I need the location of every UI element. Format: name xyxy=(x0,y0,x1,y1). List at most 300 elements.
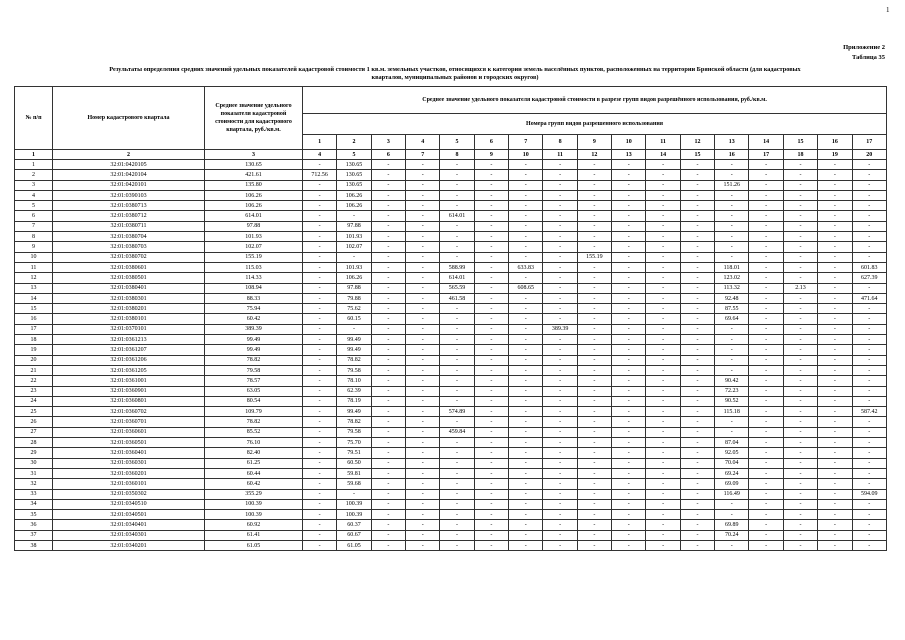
value-cell: - xyxy=(783,201,817,211)
value-cell: - xyxy=(680,314,714,324)
value-cell: - xyxy=(474,499,508,509)
value-cell: - xyxy=(509,314,543,324)
value-cell: - xyxy=(509,160,543,170)
value-cell: 78.82 xyxy=(337,417,371,427)
value-cell: - xyxy=(543,427,577,437)
value-cell: - xyxy=(612,355,646,365)
value-cell: - xyxy=(818,489,852,499)
value-cell: - xyxy=(612,365,646,375)
value-cell: - xyxy=(852,211,887,221)
value-cell: - xyxy=(715,540,749,550)
value-cell: 60.42 xyxy=(205,314,303,324)
column-number-header: 3 xyxy=(205,150,303,160)
value-cell: - xyxy=(612,386,646,396)
value-cell: - xyxy=(509,211,543,221)
value-cell: - xyxy=(783,211,817,221)
appendix-line: Приложение 2 xyxy=(843,44,885,51)
group-number-header: 16 xyxy=(818,135,852,150)
column-number-header: 20 xyxy=(852,150,887,160)
row-number-cell: 22 xyxy=(15,376,53,386)
value-cell: 87.55 xyxy=(715,304,749,314)
value-cell: - xyxy=(543,273,577,283)
value-cell: - xyxy=(852,324,887,334)
value-cell: - xyxy=(783,273,817,283)
value-cell: - xyxy=(646,458,680,468)
value-cell: 76.10 xyxy=(205,438,303,448)
value-cell: 130.65 xyxy=(205,160,303,170)
value-cell: 99.49 xyxy=(337,407,371,417)
value-cell: - xyxy=(371,468,405,478)
value-cell: - xyxy=(749,468,783,478)
value-cell: - xyxy=(646,448,680,458)
value-cell: 61.25 xyxy=(205,458,303,468)
value-cell: - xyxy=(783,376,817,386)
value-cell: 60.44 xyxy=(205,468,303,478)
value-cell: - xyxy=(440,201,474,211)
value-cell: - xyxy=(577,221,611,231)
group-number-header: 3 xyxy=(371,135,405,150)
value-cell: - xyxy=(783,232,817,242)
value-cell: - xyxy=(543,160,577,170)
value-cell: - xyxy=(406,520,440,530)
value-cell: - xyxy=(474,427,508,437)
row-number-cell: 31 xyxy=(15,468,53,478)
value-cell: - xyxy=(783,170,817,180)
value-cell: - xyxy=(680,232,714,242)
quarter-number-cell: 32:01:0380201 xyxy=(53,304,205,314)
value-cell: - xyxy=(474,211,508,221)
value-cell: - xyxy=(440,242,474,252)
group-number-header: 1 xyxy=(303,135,337,150)
value-cell: - xyxy=(852,365,887,375)
value-cell: - xyxy=(543,407,577,417)
value-cell: - xyxy=(646,201,680,211)
value-cell: - xyxy=(783,293,817,303)
value-cell: - xyxy=(783,530,817,540)
value-cell: 633.83 xyxy=(509,262,543,272)
value-cell: - xyxy=(646,304,680,314)
value-cell: - xyxy=(371,345,405,355)
value-cell: 80.54 xyxy=(205,396,303,406)
value-cell: - xyxy=(852,190,887,200)
value-cell: - xyxy=(818,190,852,200)
value-cell: - xyxy=(303,417,337,427)
value-cell: - xyxy=(646,211,680,221)
row-number-cell: 26 xyxy=(15,417,53,427)
value-cell: 459.84 xyxy=(440,427,474,437)
value-cell: - xyxy=(852,304,887,314)
value-cell: - xyxy=(612,345,646,355)
value-cell: - xyxy=(406,448,440,458)
value-cell: - xyxy=(749,386,783,396)
value-cell: - xyxy=(818,386,852,396)
row-number-cell: 16 xyxy=(15,314,53,324)
quarter-number-cell: 32:01:0380702 xyxy=(53,252,205,262)
value-cell: 75.94 xyxy=(205,304,303,314)
value-cell: - xyxy=(680,242,714,252)
value-cell: - xyxy=(406,252,440,262)
value-cell: - xyxy=(646,180,680,190)
value-cell: - xyxy=(543,438,577,448)
quarter-number-cell: 32:01:0361001 xyxy=(53,376,205,386)
row-number-cell: 6 xyxy=(15,211,53,221)
value-cell: - xyxy=(474,386,508,396)
row-number-cell: 23 xyxy=(15,386,53,396)
value-cell: - xyxy=(612,530,646,540)
value-cell: 614.01 xyxy=(205,211,303,221)
value-cell: - xyxy=(474,324,508,334)
table-number: Таблица 35 xyxy=(851,54,885,61)
value-cell: - xyxy=(474,304,508,314)
value-cell: - xyxy=(646,273,680,283)
value-cell: - xyxy=(612,170,646,180)
value-cell: - xyxy=(509,417,543,427)
value-cell: - xyxy=(852,468,887,478)
value-cell: - xyxy=(715,160,749,170)
value-cell: - xyxy=(303,304,337,314)
value-cell: - xyxy=(406,221,440,231)
value-cell: - xyxy=(440,170,474,180)
value-cell: - xyxy=(783,540,817,550)
quarter-number-cell: 32:01:0360901 xyxy=(53,386,205,396)
value-cell: - xyxy=(680,427,714,437)
value-cell: - xyxy=(852,438,887,448)
value-cell: - xyxy=(612,190,646,200)
row-number-cell: 7 xyxy=(15,221,53,231)
page-number: 1 xyxy=(886,6,890,14)
value-cell: - xyxy=(303,324,337,334)
row-number-cell: 21 xyxy=(15,365,53,375)
value-cell: - xyxy=(715,324,749,334)
group-number-header: 6 xyxy=(474,135,508,150)
value-cell: - xyxy=(406,407,440,417)
value-cell: - xyxy=(406,438,440,448)
value-cell: 106.26 xyxy=(205,201,303,211)
value-cell: - xyxy=(783,396,817,406)
value-cell: - xyxy=(509,427,543,437)
value-cell: - xyxy=(406,417,440,427)
value-cell: - xyxy=(303,520,337,530)
value-cell: - xyxy=(818,510,852,520)
value-cell: - xyxy=(509,273,543,283)
value-cell: - xyxy=(474,190,508,200)
value-cell: - xyxy=(440,304,474,314)
value-cell: - xyxy=(783,499,817,509)
value-cell: 2.13 xyxy=(783,283,817,293)
value-cell: - xyxy=(612,201,646,211)
value-cell: - xyxy=(406,540,440,550)
value-cell: - xyxy=(680,252,714,262)
value-cell: - xyxy=(577,458,611,468)
value-cell: - xyxy=(852,458,887,468)
value-cell: 101.93 xyxy=(337,262,371,272)
quarter-number-cell: 32:01:0361205 xyxy=(53,365,205,375)
value-cell: - xyxy=(303,468,337,478)
value-cell: - xyxy=(509,293,543,303)
value-cell: - xyxy=(509,510,543,520)
value-cell: 123.02 xyxy=(715,273,749,283)
row-number-cell: 29 xyxy=(15,448,53,458)
value-cell: - xyxy=(783,510,817,520)
value-cell: - xyxy=(303,448,337,458)
row-number-cell: 15 xyxy=(15,304,53,314)
table-row xyxy=(15,386,887,396)
value-cell: - xyxy=(406,468,440,478)
value-cell: - xyxy=(612,160,646,170)
quarter-number-cell: 32:01:0380601 xyxy=(53,262,205,272)
value-cell: - xyxy=(783,438,817,448)
value-cell: 78.10 xyxy=(337,376,371,386)
value-cell: - xyxy=(783,304,817,314)
value-cell: - xyxy=(543,190,577,200)
row-number-cell: 5 xyxy=(15,201,53,211)
value-cell: - xyxy=(509,396,543,406)
value-cell: - xyxy=(749,345,783,355)
value-cell: - xyxy=(406,345,440,355)
value-cell: 79.58 xyxy=(337,365,371,375)
value-cell: - xyxy=(474,170,508,180)
value-cell: - xyxy=(715,427,749,437)
value-cell: - xyxy=(646,510,680,520)
value-cell: - xyxy=(474,345,508,355)
value-cell: - xyxy=(303,211,337,221)
row-number-cell: 25 xyxy=(15,407,53,417)
value-cell: - xyxy=(646,355,680,365)
value-cell: - xyxy=(749,262,783,272)
value-cell: - xyxy=(612,221,646,231)
value-cell: 461.58 xyxy=(440,293,474,303)
value-cell: 115.18 xyxy=(715,407,749,417)
value-cell: - xyxy=(612,540,646,550)
quarter-number-cell: 32:01:0360501 xyxy=(53,438,205,448)
value-cell: - xyxy=(406,201,440,211)
value-cell: - xyxy=(577,170,611,180)
value-cell: - xyxy=(303,252,337,262)
value-cell: - xyxy=(852,530,887,540)
value-cell: 82.40 xyxy=(205,448,303,458)
value-cell: - xyxy=(509,190,543,200)
value-cell: - xyxy=(783,262,817,272)
value-cell: - xyxy=(612,489,646,499)
value-cell: 59.81 xyxy=(337,468,371,478)
value-cell: - xyxy=(543,345,577,355)
value-cell: - xyxy=(783,386,817,396)
group-number-header: 9 xyxy=(577,135,611,150)
value-cell: - xyxy=(852,510,887,520)
value-cell: 106.26 xyxy=(337,273,371,283)
value-cell: - xyxy=(474,489,508,499)
row-number-cell: 34 xyxy=(15,499,53,509)
value-cell: 90.42 xyxy=(715,376,749,386)
value-cell: - xyxy=(543,242,577,252)
value-cell: - xyxy=(680,262,714,272)
group-number-header: 17 xyxy=(852,135,887,150)
row-number-cell: 2 xyxy=(15,170,53,180)
value-cell: - xyxy=(406,293,440,303)
value-cell: - xyxy=(646,283,680,293)
value-cell: - xyxy=(371,448,405,458)
value-cell: - xyxy=(406,314,440,324)
table-row xyxy=(15,314,887,324)
value-cell: - xyxy=(852,335,887,345)
value-cell: 90.52 xyxy=(715,396,749,406)
value-cell: - xyxy=(749,314,783,324)
value-cell: - xyxy=(509,489,543,499)
table-row xyxy=(15,201,887,211)
value-cell: - xyxy=(818,407,852,417)
value-cell: 108.94 xyxy=(205,283,303,293)
value-cell: - xyxy=(680,335,714,345)
quarter-number-cell: 32:01:0380301 xyxy=(53,293,205,303)
table-row xyxy=(15,324,887,334)
value-cell: - xyxy=(406,211,440,221)
row-number-cell: 12 xyxy=(15,273,53,283)
value-cell: - xyxy=(715,417,749,427)
value-cell: - xyxy=(852,283,887,293)
value-cell: - xyxy=(612,180,646,190)
value-cell: - xyxy=(612,283,646,293)
value-cell: 118.01 xyxy=(715,262,749,272)
value-cell: - xyxy=(818,499,852,509)
row-number-cell: 14 xyxy=(15,293,53,303)
value-cell: 61.05 xyxy=(205,540,303,550)
value-cell: - xyxy=(509,479,543,489)
value-cell: - xyxy=(543,314,577,324)
value-cell: - xyxy=(715,355,749,365)
value-cell: - xyxy=(303,396,337,406)
value-cell: - xyxy=(577,499,611,509)
value-cell: - xyxy=(852,242,887,252)
value-cell: - xyxy=(680,499,714,509)
value-cell: - xyxy=(680,468,714,478)
value-cell: - xyxy=(852,396,887,406)
value-cell: - xyxy=(680,211,714,221)
value-cell: - xyxy=(577,376,611,386)
value-cell: 88.33 xyxy=(205,293,303,303)
value-cell: - xyxy=(783,314,817,324)
value-cell: - xyxy=(474,407,508,417)
value-cell: 78.19 xyxy=(337,396,371,406)
value-cell: - xyxy=(818,458,852,468)
value-cell: - xyxy=(715,365,749,375)
value-cell: 62.39 xyxy=(337,386,371,396)
value-cell: - xyxy=(406,427,440,437)
value-cell: - xyxy=(371,376,405,386)
header-quarter: Номер кадастрового квартала xyxy=(53,87,205,150)
value-cell: - xyxy=(543,304,577,314)
header-groups-subtitle: Номера групп видов разрешенного использования xyxy=(303,114,887,135)
value-cell: - xyxy=(749,489,783,499)
value-cell: - xyxy=(303,190,337,200)
value-cell: - xyxy=(303,232,337,242)
value-cell: - xyxy=(371,160,405,170)
value-cell: - xyxy=(749,190,783,200)
value-cell: - xyxy=(406,499,440,509)
value-cell: - xyxy=(509,376,543,386)
value-cell: - xyxy=(818,520,852,530)
value-cell: - xyxy=(612,335,646,345)
value-cell: - xyxy=(577,479,611,489)
value-cell: - xyxy=(303,479,337,489)
table-row xyxy=(15,221,887,231)
value-cell: - xyxy=(371,427,405,437)
value-cell: - xyxy=(474,520,508,530)
value-cell: 614.01 xyxy=(440,211,474,221)
value-cell: - xyxy=(543,540,577,550)
value-cell: - xyxy=(509,242,543,252)
value-cell: - xyxy=(509,530,543,540)
value-cell: 97.88 xyxy=(337,283,371,293)
value-cell: - xyxy=(646,221,680,231)
value-cell: - xyxy=(612,211,646,221)
table-row xyxy=(15,468,887,478)
table-row xyxy=(15,304,887,314)
column-number-header: 2 xyxy=(53,150,205,160)
value-cell: - xyxy=(783,468,817,478)
value-cell: - xyxy=(406,262,440,272)
group-number-header: 15 xyxy=(783,135,817,150)
value-cell: - xyxy=(474,180,508,190)
value-cell: - xyxy=(474,262,508,272)
table-row xyxy=(15,293,887,303)
value-cell: - xyxy=(680,520,714,530)
value-cell: - xyxy=(612,520,646,530)
column-number-header: 11 xyxy=(543,150,577,160)
value-cell: 102.07 xyxy=(337,242,371,252)
value-cell: - xyxy=(303,345,337,355)
group-number-header: 10 xyxy=(612,135,646,150)
value-cell: - xyxy=(577,365,611,375)
value-cell: - xyxy=(543,417,577,427)
column-number-row xyxy=(15,150,887,160)
value-cell: - xyxy=(612,407,646,417)
value-cell: - xyxy=(612,458,646,468)
header-avg: Среднее значение удельного показателя кадастровой стоимости для кадастрового квартала, руб./кв.м. xyxy=(205,87,303,150)
value-cell: - xyxy=(371,304,405,314)
value-cell: 60.15 xyxy=(337,314,371,324)
value-cell: - xyxy=(543,386,577,396)
value-cell: - xyxy=(749,355,783,365)
value-cell: - xyxy=(749,365,783,375)
value-cell: - xyxy=(440,252,474,262)
value-cell: - xyxy=(543,365,577,375)
value-cell: - xyxy=(371,314,405,324)
quarter-number-cell: 32:01:0380713 xyxy=(53,201,205,211)
value-cell: - xyxy=(818,180,852,190)
quarter-number-cell: 32:01:0360801 xyxy=(53,396,205,406)
value-cell: - xyxy=(612,438,646,448)
table-row xyxy=(15,345,887,355)
value-cell: 78.82 xyxy=(337,355,371,365)
value-cell: - xyxy=(371,510,405,520)
value-cell: - xyxy=(749,448,783,458)
value-cell: - xyxy=(749,540,783,550)
header-groups-title: Среднее значение удельного показателя кадастровой стоимости в разрезе групп видов разрешённого использования, руб./кв.м. xyxy=(303,87,887,114)
value-cell: - xyxy=(646,335,680,345)
value-cell: - xyxy=(406,355,440,365)
value-cell: - xyxy=(406,335,440,345)
value-cell: - xyxy=(852,221,887,231)
value-cell: - xyxy=(577,530,611,540)
value-cell: 151.26 xyxy=(715,180,749,190)
value-cell: - xyxy=(406,489,440,499)
value-cell: - xyxy=(577,468,611,478)
value-cell: - xyxy=(680,304,714,314)
value-cell: - xyxy=(852,479,887,489)
value-cell: - xyxy=(749,170,783,180)
value-cell: - xyxy=(749,252,783,262)
value-cell: - xyxy=(371,293,405,303)
